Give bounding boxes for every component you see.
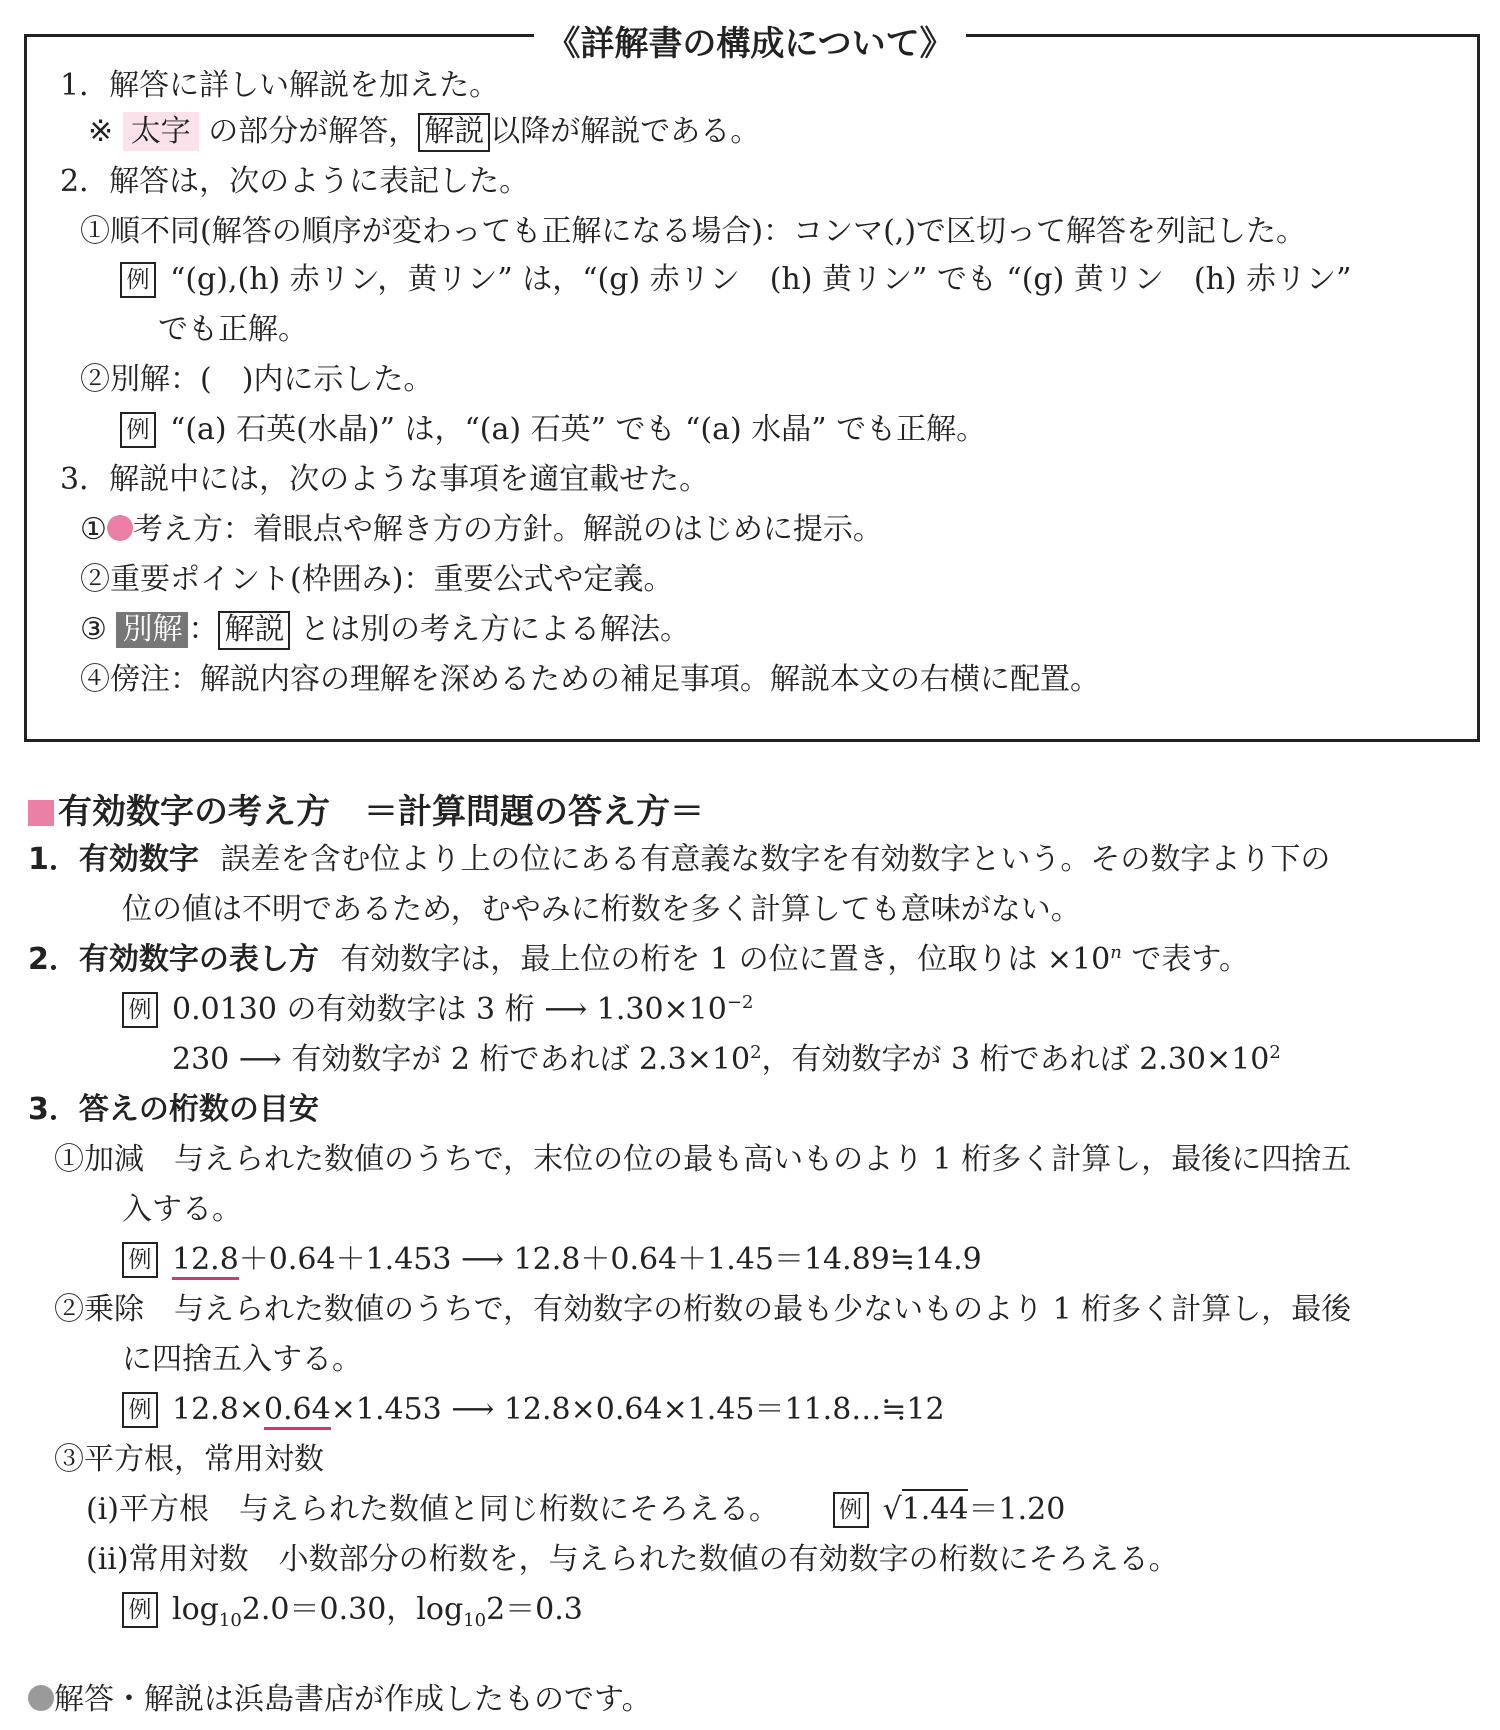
box-item-2-text: 解答は，次のように表記した。 bbox=[109, 164, 530, 199]
box-item-1-num: 1． bbox=[60, 68, 110, 103]
box-item-3-3 bbox=[80, 604, 690, 650]
example-pre: 12.8× bbox=[172, 1392, 264, 1427]
example-label: 例 bbox=[122, 1592, 158, 1628]
log-c: 2＝0.3 bbox=[486, 1592, 583, 1627]
box-item-2-2-example bbox=[120, 404, 986, 448]
sig-item-3-head: 3．答えの桁数の目安 bbox=[28, 1092, 319, 1127]
box-item-2-2: ②別解：( )内に示した。 bbox=[80, 362, 434, 397]
box-item-1 bbox=[60, 60, 499, 104]
box-item-3-4: ④傍注：解説内容の理解を深めるための補足事項。解説本文の右横に配置。 bbox=[80, 662, 1100, 697]
example-label: 例 bbox=[120, 412, 156, 448]
sig-item-3 bbox=[28, 1084, 319, 1128]
box-item-2-1-example bbox=[120, 254, 1351, 298]
sig-item-3-1: ①加減 与えられた数値のうちで，末位の位の最も高いものより 1 桁多く計算し，最後に四捨五 bbox=[54, 1142, 1352, 1177]
explanation-box-label: 解説 bbox=[218, 611, 290, 650]
sig-item-3-3-ii: (ii)常用対数 小数部分の桁数を，与えられた数値の有効数字の桁数にそろえる。 bbox=[86, 1542, 1179, 1577]
example-text: 0.0130 の有効数字は 3 桁 ⟶ 1.30×10 bbox=[172, 992, 727, 1027]
sig-item-3-2-example bbox=[122, 1384, 945, 1428]
log-a: log bbox=[172, 1592, 219, 1627]
box-item-3-3-num: ③ bbox=[80, 612, 107, 647]
box-item-3-text: 解説中には，次のような事項を適宜載せた。 bbox=[109, 462, 710, 497]
sig-item-2-sup: n bbox=[1110, 942, 1122, 963]
box-item-3-1-num: ① bbox=[80, 512, 107, 547]
sig-item-2-head: 2．有効数字の表し方 bbox=[28, 942, 319, 977]
sig-item-2-example-cont bbox=[172, 1034, 1281, 1078]
box-item-1-note bbox=[88, 106, 760, 152]
sig-item-3-3-i bbox=[86, 1484, 1065, 1528]
sig-item-1-text: 誤差を含む位より上の位にある有意義な数字を有効数字という。その数字より下の bbox=[220, 842, 1331, 877]
log-b: 2.0＝0.30，log bbox=[241, 1592, 464, 1627]
sig-item-3-2: ②乗除 与えられた数値のうちで，有効数字の桁数の最も少ないものより 1 桁多く計算し，最後 bbox=[54, 1292, 1352, 1327]
example-label: 例 bbox=[122, 1242, 158, 1278]
sig-fig-section-title bbox=[28, 784, 704, 833]
example-sup: −2 bbox=[726, 992, 754, 1013]
sig-item-1-cont: 位の値は不明であるため，むやみに桁数を多く計算しても意味がない。 bbox=[122, 892, 1081, 927]
gray-circle-icon bbox=[28, 1685, 54, 1711]
example-label: 例 bbox=[122, 992, 158, 1028]
box-item-3 bbox=[60, 454, 709, 498]
sqrt-result: ＝1.20 bbox=[968, 1492, 1066, 1527]
example-label: 例 bbox=[833, 1492, 869, 1528]
sig-item-3-1-cont: 入する。 bbox=[122, 1192, 242, 1227]
note-mark: ※ bbox=[88, 114, 114, 149]
sig-item-2-example bbox=[122, 984, 753, 1028]
example-rest: ×1.453 ⟶ 12.8×0.64×1.45＝11.8…≒12 bbox=[330, 1392, 945, 1427]
example-text: “(a) 石英(水晶)” は，“(a) 石英” でも “(a) 水晶” でも正解。 bbox=[170, 412, 987, 447]
example-a: 230 ⟶ 有効数字が 2 桁であれば 2.3×10 bbox=[172, 1042, 751, 1077]
footer-text: 解答・解説は浜島書店が作成したものです。 bbox=[54, 1682, 652, 1717]
example-a-sup: 2 bbox=[750, 1042, 762, 1063]
sqrt-sign: √ bbox=[882, 1492, 902, 1527]
sqrt-radicand: 1.44 bbox=[902, 1489, 969, 1527]
sig-item-1-head: 1．有効数字 bbox=[28, 842, 199, 877]
example-b-sup: 2 bbox=[1269, 1042, 1281, 1063]
note-tail: 以降が解説である。 bbox=[490, 114, 761, 149]
box-item-3-1 bbox=[80, 504, 883, 548]
box-title-wrap bbox=[0, 16, 1500, 65]
underlined-value: 12.8 bbox=[172, 1242, 239, 1280]
box-item-3-num: 3． bbox=[60, 462, 110, 497]
sig-item-3-2-cont: に四捨五入する。 bbox=[122, 1342, 362, 1377]
box-item-3-1-text: 考え方：着眼点や解き方の方針。解説のはじめに提示。 bbox=[132, 512, 883, 547]
box-title: 《詳解書の構成について》 bbox=[534, 24, 965, 64]
example-label: 例 bbox=[122, 1392, 158, 1428]
footer-note bbox=[28, 1674, 652, 1718]
explanation-box-label: 解説 bbox=[418, 113, 490, 152]
note-mid: の部分が解答， bbox=[208, 114, 419, 149]
sig-item-2 bbox=[28, 934, 1249, 978]
box-item-2-1: ①順不同(解答の順序が変わっても正解になる場合)：コンマ(,)で区切って解答を列記した。 bbox=[80, 214, 1307, 249]
example-rest: ＋0.64＋1.453 ⟶ 12.8＋0.64＋1.45＝14.89≒14.9 bbox=[238, 1242, 982, 1277]
example-b: ，有効数字が 3 桁であれば 2.30×10 bbox=[761, 1042, 1270, 1077]
box-item-3-3-tail: とは別の考え方による解法。 bbox=[300, 612, 690, 647]
example-label: 例 bbox=[120, 262, 156, 298]
box-item-2-num: 2． bbox=[60, 164, 110, 199]
log-a-base: 10 bbox=[218, 1610, 242, 1631]
sig-item-3-3: ③平方根，常用対数 bbox=[54, 1442, 324, 1477]
box-item-3-2: ②重要ポイント(枠囲み)：重要公式や定義。 bbox=[80, 562, 674, 597]
sig-item-2-tail: で表す。 bbox=[1121, 942, 1249, 977]
sig-item-2-text: 有効数字は，最上位の桁を 1 の位に置き，位取りは ×10 bbox=[340, 942, 1111, 977]
bold-answer-highlight: 太字 bbox=[123, 112, 199, 151]
box-item-1-text: 解答に詳しい解説を加えた。 bbox=[109, 68, 500, 103]
example-text: “(g),(h) 赤リン，黄リン” は，“(g) 赤リン (h) 黄リン” でも “(g) 黄リン (h) 赤リン” bbox=[170, 262, 1352, 297]
box-item-2-1-example-cont: でも正解。 bbox=[158, 312, 308, 347]
box-item-2 bbox=[60, 156, 529, 200]
box-item-3-3-colon: ： bbox=[188, 612, 219, 647]
sig-item-3-3-example bbox=[122, 1584, 583, 1631]
pink-square-icon bbox=[28, 800, 54, 826]
log-b-base: 10 bbox=[463, 1610, 487, 1631]
square-root-rule: (i)平方根 与えられた数値と同じ桁数にそろえる。 bbox=[86, 1492, 780, 1527]
sig-fig-title-text: 有効数字の考え方 ＝計算問題の答え方＝ bbox=[58, 792, 704, 832]
underlined-value: 0.64 bbox=[264, 1392, 331, 1430]
sig-item-1 bbox=[28, 834, 1330, 878]
alternative-solution-tag: 別解 bbox=[116, 612, 188, 648]
sig-item-3-1-example bbox=[122, 1234, 982, 1278]
pink-circle-icon bbox=[107, 515, 133, 541]
